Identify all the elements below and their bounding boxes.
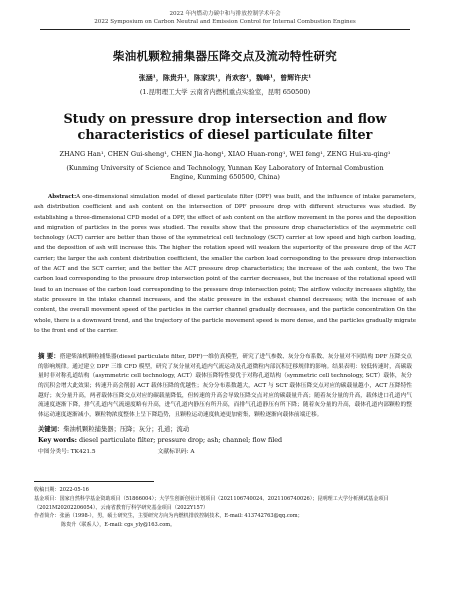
classification-row <box>34 446 416 455</box>
english-keywords-text: diesel particulate filter; pressure drop; ash; channel; flow filed <box>76 436 283 445</box>
footnotes <box>34 486 416 529</box>
conference-header-en: 2022 Symposium on Carbon Neutral and Emission Control for Internal Combustion Engines <box>94 19 356 25</box>
chinese-title: 柴油机颗粒捕集器压降交点及流动特性研究 <box>112 49 338 63</box>
author-bio: 作者简介：张涵（1998-），男，硕士研究生，主要研究方向为内燃机排放控制技术，E-mail: 413742763@qq.com； <box>34 513 303 520</box>
clc-number: 中图分类号: TK421.5 <box>38 449 96 456</box>
abstract-text: A one-dimensional simulation model of diesel particulate filter (DPF) was built, and the influence of intake parameters, ash distribution coefficient and ash content on the intersection of DPF pressure drop with different structures was studied. By establishing a three-dimensional CFD model of a DPF, the effect of ash content on the airflow movement in the pores and the deposition and migration of particles in the pores was studied. The results show that the pressure drop characteristics of the asymmetric cell technology (ACT) carrier are better than those of the symmetrical cell technology (SCT) carrier at low speed and high carbon loading, and the deposition of ash will increase this. The higher the rotation speed will weaken the superiority of the pressure drop of the ACT carrier; the larger the ash content distribution coefficient, the smaller the carbon load corresponding to the pressure drop intersection of the ACT and the SCT carrier, and the better the ACT pressure drop characteristics; the increase of the ash content, the two The carbon load corresponding to the pressure drop intersection point of the carrier decreases, but the increase of the rotational speed will lead to an increase of the carbon load corresponding to the pressure drop intersection point; The airflow velocity increases slightly, the static pressure in the intake channel increases, and the static pressure in the exhaust channel decreases; with the increase of ash content, the overall movement speed of the particles in the carrier channel gradually decreases, and the particle concentration On the whole, there is a downward trend, and the trajectory of the particle movement speed is more dense, and the particles gradually migrate to the front end of the carrier. <box>34 194 416 334</box>
funding-note: 基金项目：国家自然科学基金资助项目（51866004）；大学生创新创业计划项目（2021106740024、2021106740026）；昆明理工大学分析测试基金项目（2021M20202206054）、云南省教育厅科学研究基金项目（2022Y157） <box>34 495 389 511</box>
chinese-authors: 张涵¹，陈贵升¹，陈家洪¹，肖欢容¹，魏峰¹，曾辉许庆¹ <box>138 73 312 82</box>
english-authors: ZHANG Han¹, CHEN Gui-sheng¹, CHEN Jia-hong¹, XIAO Huan-rong¹, WEI feng¹, ZENG Hui-xu-qing¹ <box>59 150 391 158</box>
chinese-keywords <box>34 424 416 433</box>
chinese-keywords-text: 柴油机颗粒捕集器；压降；灰分；孔道；流动 <box>63 426 190 434</box>
chinese-abstract-text: 搭建柴油机颗粒捕集器(diesel particulate filter, DPF)一维仿真模型，研究了进气参数、灰分分布系数、灰分量对不同结构 DPF 压降交点的影响规律。通过建立 DPF 三维 CFD 模型，研究了灰分量对孔道内气流运动及孔道微粒内部沉积迁移规律的影响。结果表明：较低转速时，高碳载量时非对称孔道结构（asymmetric cell technology, ACT）载体压降特性要优于对称孔道结构（symmetric cell technology, SCT）载体，灰分的沉积会增大此效果；转速升高会削弱 ACT 载体压降的优越性；灰分分布系数越大，ACT 与 SCT 载体压降交点对应的碳载量越小，ACT 压降特性越好；灰分量升高，两者载体压降交点对应的碳载量降低，但转速的升高会导致压降交点对应的碳载量升高；随着灰分量的升高，载体进口孔道内气流速度逐渐下降，排气孔道内气流速度略有升高，进气孔道内静压有所升高，而排气孔道静压有所下降；随着灰分量的升高，载体孔道内部颗粒的整体运动速度逐渐减小，颗粒物浓度整体上呈下降趋势，且颗粒运动速度轨迹更加密集，颗粒逐渐向载体前端迁移。 <box>38 354 412 418</box>
header-divider <box>40 29 410 30</box>
footnote-divider <box>34 481 154 482</box>
conference-header-cn: 2022 年内燃动力碳中和与排放控制学术年会 <box>169 11 281 17</box>
document-code: 文献标识码: A <box>157 449 195 456</box>
chinese-abstract <box>34 352 416 420</box>
chinese-affiliation: (1.昆明理工大学 云南省内燃机重点实验室，昆明 650500) <box>139 88 311 96</box>
received-date: 收稿日期：2022-05-16 <box>34 487 89 494</box>
english-keywords <box>34 436 416 444</box>
english-abstract <box>34 192 416 336</box>
corresponding-author: 陈贵升（联系人），E-mail: cgs_yly@163.com。 <box>61 521 176 528</box>
chinese-keywords-label: 关键词： <box>38 426 64 434</box>
abstract-label: Abstract: <box>48 194 77 200</box>
chinese-abstract-label: 摘 要： <box>38 352 60 361</box>
english-affiliation: (Kunming University of Science and Technology, Yunnan Key Laboratory of Internal Combustion Engine, Kunming 650500, China) <box>66 164 384 181</box>
english-title: Study on pressure drop intersection and flow characteristics of diesel particulate filter <box>63 112 387 143</box>
english-keywords-label: Key words: <box>38 436 77 445</box>
